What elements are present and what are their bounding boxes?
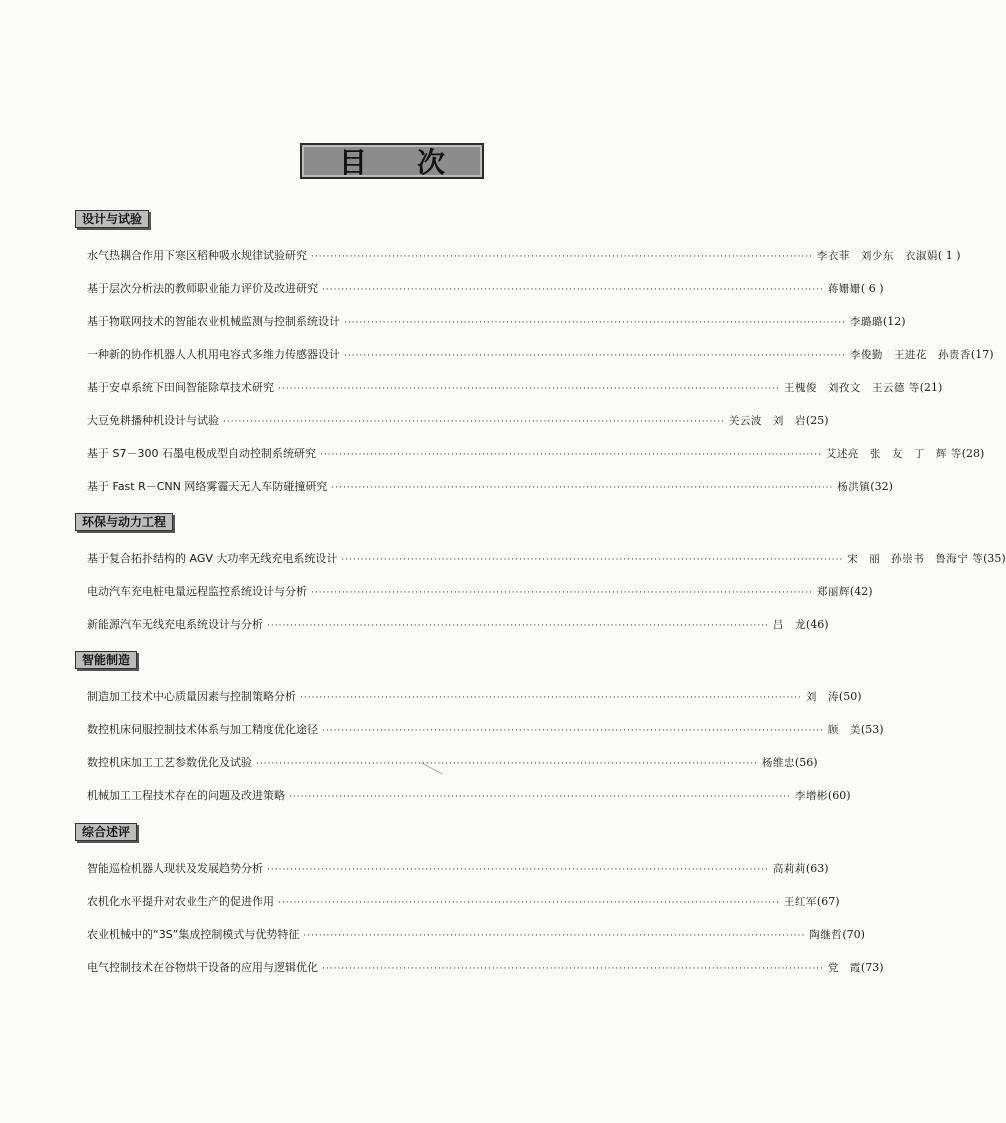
toc-entry-title: 基于安卓系统下田间智能除草技术研究	[87, 381, 274, 394]
toc-entry[interactable]	[87, 314, 906, 330]
toc-entry-page: (32)	[870, 480, 893, 493]
toc-entry-page: (35)	[983, 552, 1006, 565]
toc-entry-authors: 艾述亮 张 友 丁 辉 等	[825, 448, 962, 460]
toc-entry-title: 基于复合拓扑结构的 AGV 大功率无线充电系统设计	[87, 552, 338, 565]
section-header-environment-and-power: 环保与动力工程	[75, 513, 173, 531]
dot-leader: ··································································································································	[344, 351, 846, 361]
toc-entry[interactable]	[87, 861, 829, 877]
toc-entry-page: (25)	[805, 414, 829, 427]
toc-entry-page: (70)	[842, 928, 865, 941]
dot-leader: ··································································································································	[322, 285, 824, 295]
toc-entry-page: (63)	[805, 862, 829, 875]
toc-entry-title: 基于层次分析法的教师职业能力评价及改进研究	[87, 282, 318, 295]
toc-entry-authors: 李增彬	[794, 790, 828, 802]
toc-entry-title: 基于物联网技术的智能农业机械监测与控制系统设计	[87, 315, 340, 328]
toc-entry-authors: 顾 美	[827, 724, 861, 736]
toc-entry[interactable]	[87, 755, 818, 771]
dot-leader: ··································································································································	[331, 483, 834, 493]
toc-entry-title: 机械加工工程技术存在的问题及改进策略	[87, 789, 285, 802]
toc-entry-authors: 王红军	[783, 896, 817, 908]
dot-leader: ··································································································································	[256, 759, 758, 769]
toc-entry-title: 电动汽车充电桩电量远程监控系统设计与分析	[87, 585, 307, 598]
toc-entry-page: (12)	[882, 315, 906, 328]
toc-entry[interactable]	[87, 689, 862, 705]
toc-entry[interactable]	[87, 248, 961, 264]
toc-entry-page: (21)	[919, 381, 943, 394]
toc-entry-title: 智能巡检机器人现状及发展趋势分析	[87, 862, 263, 875]
toc-entry-authors: 党 霞	[827, 962, 861, 974]
section-header-review: 综合述评	[75, 823, 137, 841]
toc-entry-title: 数控机床伺服控制技术体系与加工精度优化途径	[87, 723, 318, 736]
toc-entry-page: (60)	[827, 789, 851, 802]
toc-entry-authors: 杨洪镇	[837, 481, 871, 493]
toc-entry[interactable]	[87, 617, 829, 633]
toc-entry[interactable]	[87, 788, 851, 804]
toc-entry-title: 基于 Fast R－CNN 网络雾霾天无人车防碰撞研究	[87, 480, 328, 493]
toc-entry-page: ( 1 )	[937, 249, 961, 262]
toc-entry-page: (56)	[794, 756, 818, 769]
dot-leader: ··································································································································	[319, 450, 822, 460]
toc-entry-title: 农业机械中的“3S”集成控制模式与优势特征	[87, 928, 300, 941]
toc-entry[interactable]	[87, 479, 893, 495]
toc-entry-title: 一种新的协作机器人人机用电容式多维力传感器设计	[87, 348, 340, 361]
toc-entry[interactable]	[87, 281, 884, 297]
toc-entry-authors: 宋 丽 孙崇书 鲁海宁 等	[847, 553, 984, 565]
toc-entry[interactable]	[87, 584, 873, 600]
toc-entry-page: (73)	[860, 961, 884, 974]
dot-leader: ··································································································································	[278, 384, 780, 394]
dot-leader: ··································································································································	[311, 588, 813, 598]
toc-entry-authors: 李俊勤 王进花 孙贵香	[849, 349, 971, 361]
toc-entry-authors: 杨维忠	[761, 757, 795, 769]
section-header-design-and-test: 设计与试验	[75, 210, 149, 228]
dot-leader: ··································································································································	[278, 898, 780, 908]
toc-entry[interactable]	[87, 413, 829, 429]
toc-entry-title: 新能源汽车无线充电系统设计与分析	[87, 618, 263, 631]
dot-leader: ··································································································································	[223, 417, 725, 427]
toc-entry[interactable]	[87, 960, 884, 976]
toc-entry-title: 电气控制技术在谷物烘干设备的应用与逻辑优化	[87, 961, 318, 974]
dot-leader: ··································································································································	[303, 931, 806, 941]
toc-entry-title: 基于 S7－300 石墨电极成型自动控制系统研究	[87, 447, 316, 460]
dot-leader: ··································································································································	[311, 252, 813, 262]
dot-leader: ··································································································································	[322, 964, 824, 974]
toc-entry-page: (50)	[838, 690, 862, 703]
dot-leader: ··································································································································	[300, 693, 802, 703]
toc-entry-authors: 高莉莉	[772, 863, 806, 875]
toc-entry-title: 水气热耦合作用下寒区稻种吸水规律试验研究	[87, 249, 307, 262]
toc-entry[interactable]	[87, 380, 943, 396]
toc-entry-page: (17)	[970, 348, 994, 361]
toc-entry[interactable]	[87, 927, 865, 943]
dot-leader: ··································································································································	[267, 621, 769, 631]
toc-entry-title: 制造加工技术中心质量因素与控制策略分析	[87, 690, 296, 703]
toc-entry-page: (46)	[805, 618, 829, 631]
toc-entry-authors: 陶继哲	[809, 929, 843, 941]
section-header-intelligent-manufacturing: 智能制造	[75, 651, 137, 669]
toc-entry-page: (67)	[816, 895, 840, 908]
toc-entry-authors: 刘 涛	[805, 691, 839, 703]
toc-entry-authors: 李衣菲 刘少东 衣淑娟	[816, 250, 938, 262]
toc-entry[interactable]	[87, 347, 994, 363]
toc-entry[interactable]	[87, 551, 1006, 567]
page-title: 目次	[300, 143, 484, 179]
toc-entry[interactable]	[87, 446, 985, 462]
toc-entry-authors: 蒋姗姗	[827, 283, 861, 295]
toc-entry[interactable]	[87, 894, 840, 910]
toc-entry-page: ( 6 )	[860, 282, 884, 295]
toc-entry[interactable]	[87, 722, 884, 738]
toc-entry-authors: 王槐俊 刘孜文 王云德 等	[783, 382, 920, 394]
dot-leader: ··································································································································	[344, 318, 846, 328]
toc-entry-page: (28)	[961, 447, 985, 460]
toc-entry-title: 数控机床加工工艺参数优化及试验	[87, 756, 252, 769]
toc-entry-page: (42)	[849, 585, 873, 598]
toc-entry-authors: 吕 龙	[772, 619, 806, 631]
toc-entry-authors: 郑丽辉	[816, 586, 850, 598]
toc-entry-authors: 李璐璐	[849, 316, 883, 328]
toc-entry-authors: 关云波 刘 岩	[728, 415, 806, 427]
dot-leader: ··································································································································	[289, 792, 791, 802]
toc-entry-page: (53)	[860, 723, 884, 736]
dot-leader: ··································································································································	[267, 865, 769, 875]
dot-leader: ··································································································································	[322, 726, 824, 736]
toc-entry-title: 农机化水平提升对农业生产的促进作用	[87, 895, 274, 908]
dot-leader: ··································································································································	[341, 555, 844, 565]
toc-entry-title: 大豆免耕播种机设计与试验	[87, 414, 219, 427]
